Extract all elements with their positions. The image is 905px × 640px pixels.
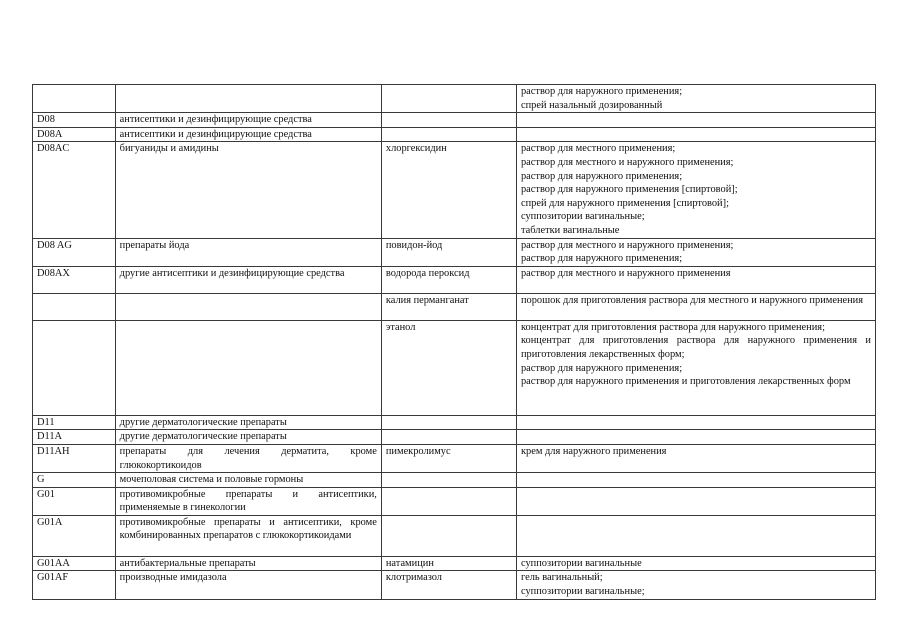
anatomical-group-cell: противомикробные препараты и антисептики, применяемые в гинекологии bbox=[115, 487, 381, 515]
dosage-form-line: крем для наружного применения bbox=[520, 445, 667, 457]
atc-code-cell: D08 bbox=[33, 113, 116, 128]
anatomical-group-cell: препараты йода bbox=[115, 238, 381, 266]
anatomical-group-cell: производные имидазола bbox=[115, 571, 381, 599]
drug-name-cell: повидон-йод bbox=[381, 238, 516, 266]
dosage-forms-cell bbox=[516, 85, 875, 113]
drug-name-cell bbox=[381, 473, 516, 488]
table-row bbox=[33, 415, 876, 430]
atc-code-cell bbox=[33, 320, 116, 415]
anatomical-group-cell: противомикробные препараты и антисептики, кроме комбинированных препаратов с глюкокортикоидами bbox=[115, 515, 381, 556]
atc-code-cell: G01 bbox=[33, 487, 116, 515]
anatomical-group-cell: другие дерматологические препараты bbox=[115, 430, 381, 445]
drug-name-cell bbox=[381, 127, 516, 142]
atc-code-cell: D08 AG bbox=[33, 238, 116, 266]
atc-code-cell: G01A bbox=[33, 515, 116, 556]
dosage-forms-cell bbox=[516, 142, 875, 238]
dosage-form-line: суппозитории вагинальные; bbox=[520, 211, 645, 223]
anatomical-group-cell bbox=[115, 293, 381, 320]
anatomical-group-cell: антибактериальные препараты bbox=[115, 556, 381, 571]
dosage-form-line: спрей для наружного применения [спиртовой]; bbox=[520, 197, 729, 209]
table-row bbox=[33, 238, 876, 266]
drug-name-cell bbox=[381, 515, 516, 556]
dosage-forms-cell bbox=[516, 430, 875, 445]
anatomical-group-cell: другие антисептики и дезинфицирующие средства bbox=[115, 266, 381, 293]
dosage-form-line: раствор для местного и наружного применения; bbox=[520, 156, 734, 168]
dosage-form-line: концентрат для приготовления раствора для наружного применения и приготовления лекарственных форм; bbox=[520, 335, 871, 360]
anatomical-group-cell: мочеполовая система и половые гормоны bbox=[115, 473, 381, 488]
dosage-forms-cell bbox=[516, 473, 875, 488]
table-row bbox=[33, 473, 876, 488]
dosage-form-line: порошок для приготовления раствора для местного и наружного применения bbox=[520, 294, 864, 306]
dosage-form-line: спрей назальный дозированный bbox=[520, 99, 663, 111]
dosage-forms-cell bbox=[516, 320, 875, 415]
dosage-form-line: суппозитории вагинальные bbox=[520, 557, 642, 569]
drug-name-cell: хлоргексидин bbox=[381, 142, 516, 238]
atc-code-cell: D11AH bbox=[33, 444, 116, 472]
drug-name-cell bbox=[381, 415, 516, 430]
dosage-forms-cell bbox=[516, 113, 875, 128]
dosage-form-line: раствор для наружного применения; bbox=[520, 86, 683, 97]
table-row bbox=[33, 320, 876, 415]
dosage-form-line: раствор для наружного применения; bbox=[520, 362, 683, 374]
anatomical-group-cell: антисептики и дезинфицирующие средства bbox=[115, 113, 381, 128]
table-row bbox=[33, 444, 876, 472]
drug-name-cell bbox=[381, 85, 516, 113]
dosage-forms-cell bbox=[516, 127, 875, 142]
drug-table bbox=[32, 84, 876, 600]
atc-code-cell: G01AF bbox=[33, 571, 116, 599]
drug-name-cell: натамицин bbox=[381, 556, 516, 571]
anatomical-group-cell: другие дерматологические препараты bbox=[115, 415, 381, 430]
dosage-form-line: раствор для наружного применения [спиртовой]; bbox=[520, 184, 738, 196]
dosage-form-line: раствор для местного применения; bbox=[520, 143, 676, 155]
atc-code-cell: G bbox=[33, 473, 116, 488]
dosage-forms-cell bbox=[516, 293, 875, 320]
drug-name-cell: клотримазол bbox=[381, 571, 516, 599]
table-row bbox=[33, 127, 876, 142]
anatomical-group-cell: антисептики и дезинфицирующие средства bbox=[115, 127, 381, 142]
dosage-form-line: раствор для наружного применения и приготовления лекарственных форм bbox=[520, 376, 851, 388]
atc-code-cell: D11 bbox=[33, 415, 116, 430]
dosage-forms-cell bbox=[516, 266, 875, 293]
drug-name-cell bbox=[381, 430, 516, 445]
drug-name-cell: калия перманганат bbox=[381, 293, 516, 320]
atc-code-cell: D08AX bbox=[33, 266, 116, 293]
table-row bbox=[33, 113, 876, 128]
drug-name-cell: водорода пероксид bbox=[381, 266, 516, 293]
table-row bbox=[33, 571, 876, 599]
table-row bbox=[33, 266, 876, 293]
dosage-form-line: раствор для местного и наружного применения; bbox=[520, 239, 734, 251]
atc-code-cell: D08A bbox=[33, 127, 116, 142]
dosage-forms-cell bbox=[516, 238, 875, 266]
dosage-form-line: суппозитории вагинальные; bbox=[520, 586, 645, 598]
dosage-forms-cell bbox=[516, 571, 875, 599]
dosage-form-line: раствор для местного и наружного применения bbox=[520, 267, 731, 279]
dosage-forms-cell bbox=[516, 444, 875, 472]
dosage-forms-cell bbox=[516, 487, 875, 515]
dosage-form-line: таблетки вагинальные bbox=[520, 224, 620, 236]
drug-name-cell bbox=[381, 113, 516, 128]
drug-name-cell: этанол bbox=[381, 320, 516, 415]
table-row bbox=[33, 142, 876, 238]
dosage-forms-cell bbox=[516, 515, 875, 556]
anatomical-group-cell: бигуаниды и амидины bbox=[115, 142, 381, 238]
anatomical-group-cell bbox=[115, 85, 381, 113]
dosage-forms-cell bbox=[516, 556, 875, 571]
anatomical-group-cell: препараты для лечения дерматита, кроме глюкокортикоидов bbox=[115, 444, 381, 472]
atc-code-cell bbox=[33, 85, 116, 113]
table-body bbox=[33, 85, 876, 600]
atc-code-cell: D08AC bbox=[33, 142, 116, 238]
table-row bbox=[33, 487, 876, 515]
table-row bbox=[33, 293, 876, 320]
table-row bbox=[33, 515, 876, 556]
table-row bbox=[33, 85, 876, 113]
table-row bbox=[33, 556, 876, 571]
drug-name-cell bbox=[381, 487, 516, 515]
dosage-form-line: раствор для наружного применения; bbox=[520, 253, 683, 265]
dosage-form-line: гель вагинальный; bbox=[520, 572, 603, 584]
atc-code-cell: G01AA bbox=[33, 556, 116, 571]
dosage-form-line: раствор для наружного применения; bbox=[520, 170, 683, 182]
atc-code-cell: D11A bbox=[33, 430, 116, 445]
anatomical-group-cell bbox=[115, 320, 381, 415]
dosage-forms-cell bbox=[516, 415, 875, 430]
table-row bbox=[33, 430, 876, 445]
drug-name-cell: пимекролимус bbox=[381, 444, 516, 472]
dosage-form-line: концентрат для приготовления раствора для наружного применения; bbox=[520, 321, 825, 333]
atc-code-cell bbox=[33, 293, 116, 320]
